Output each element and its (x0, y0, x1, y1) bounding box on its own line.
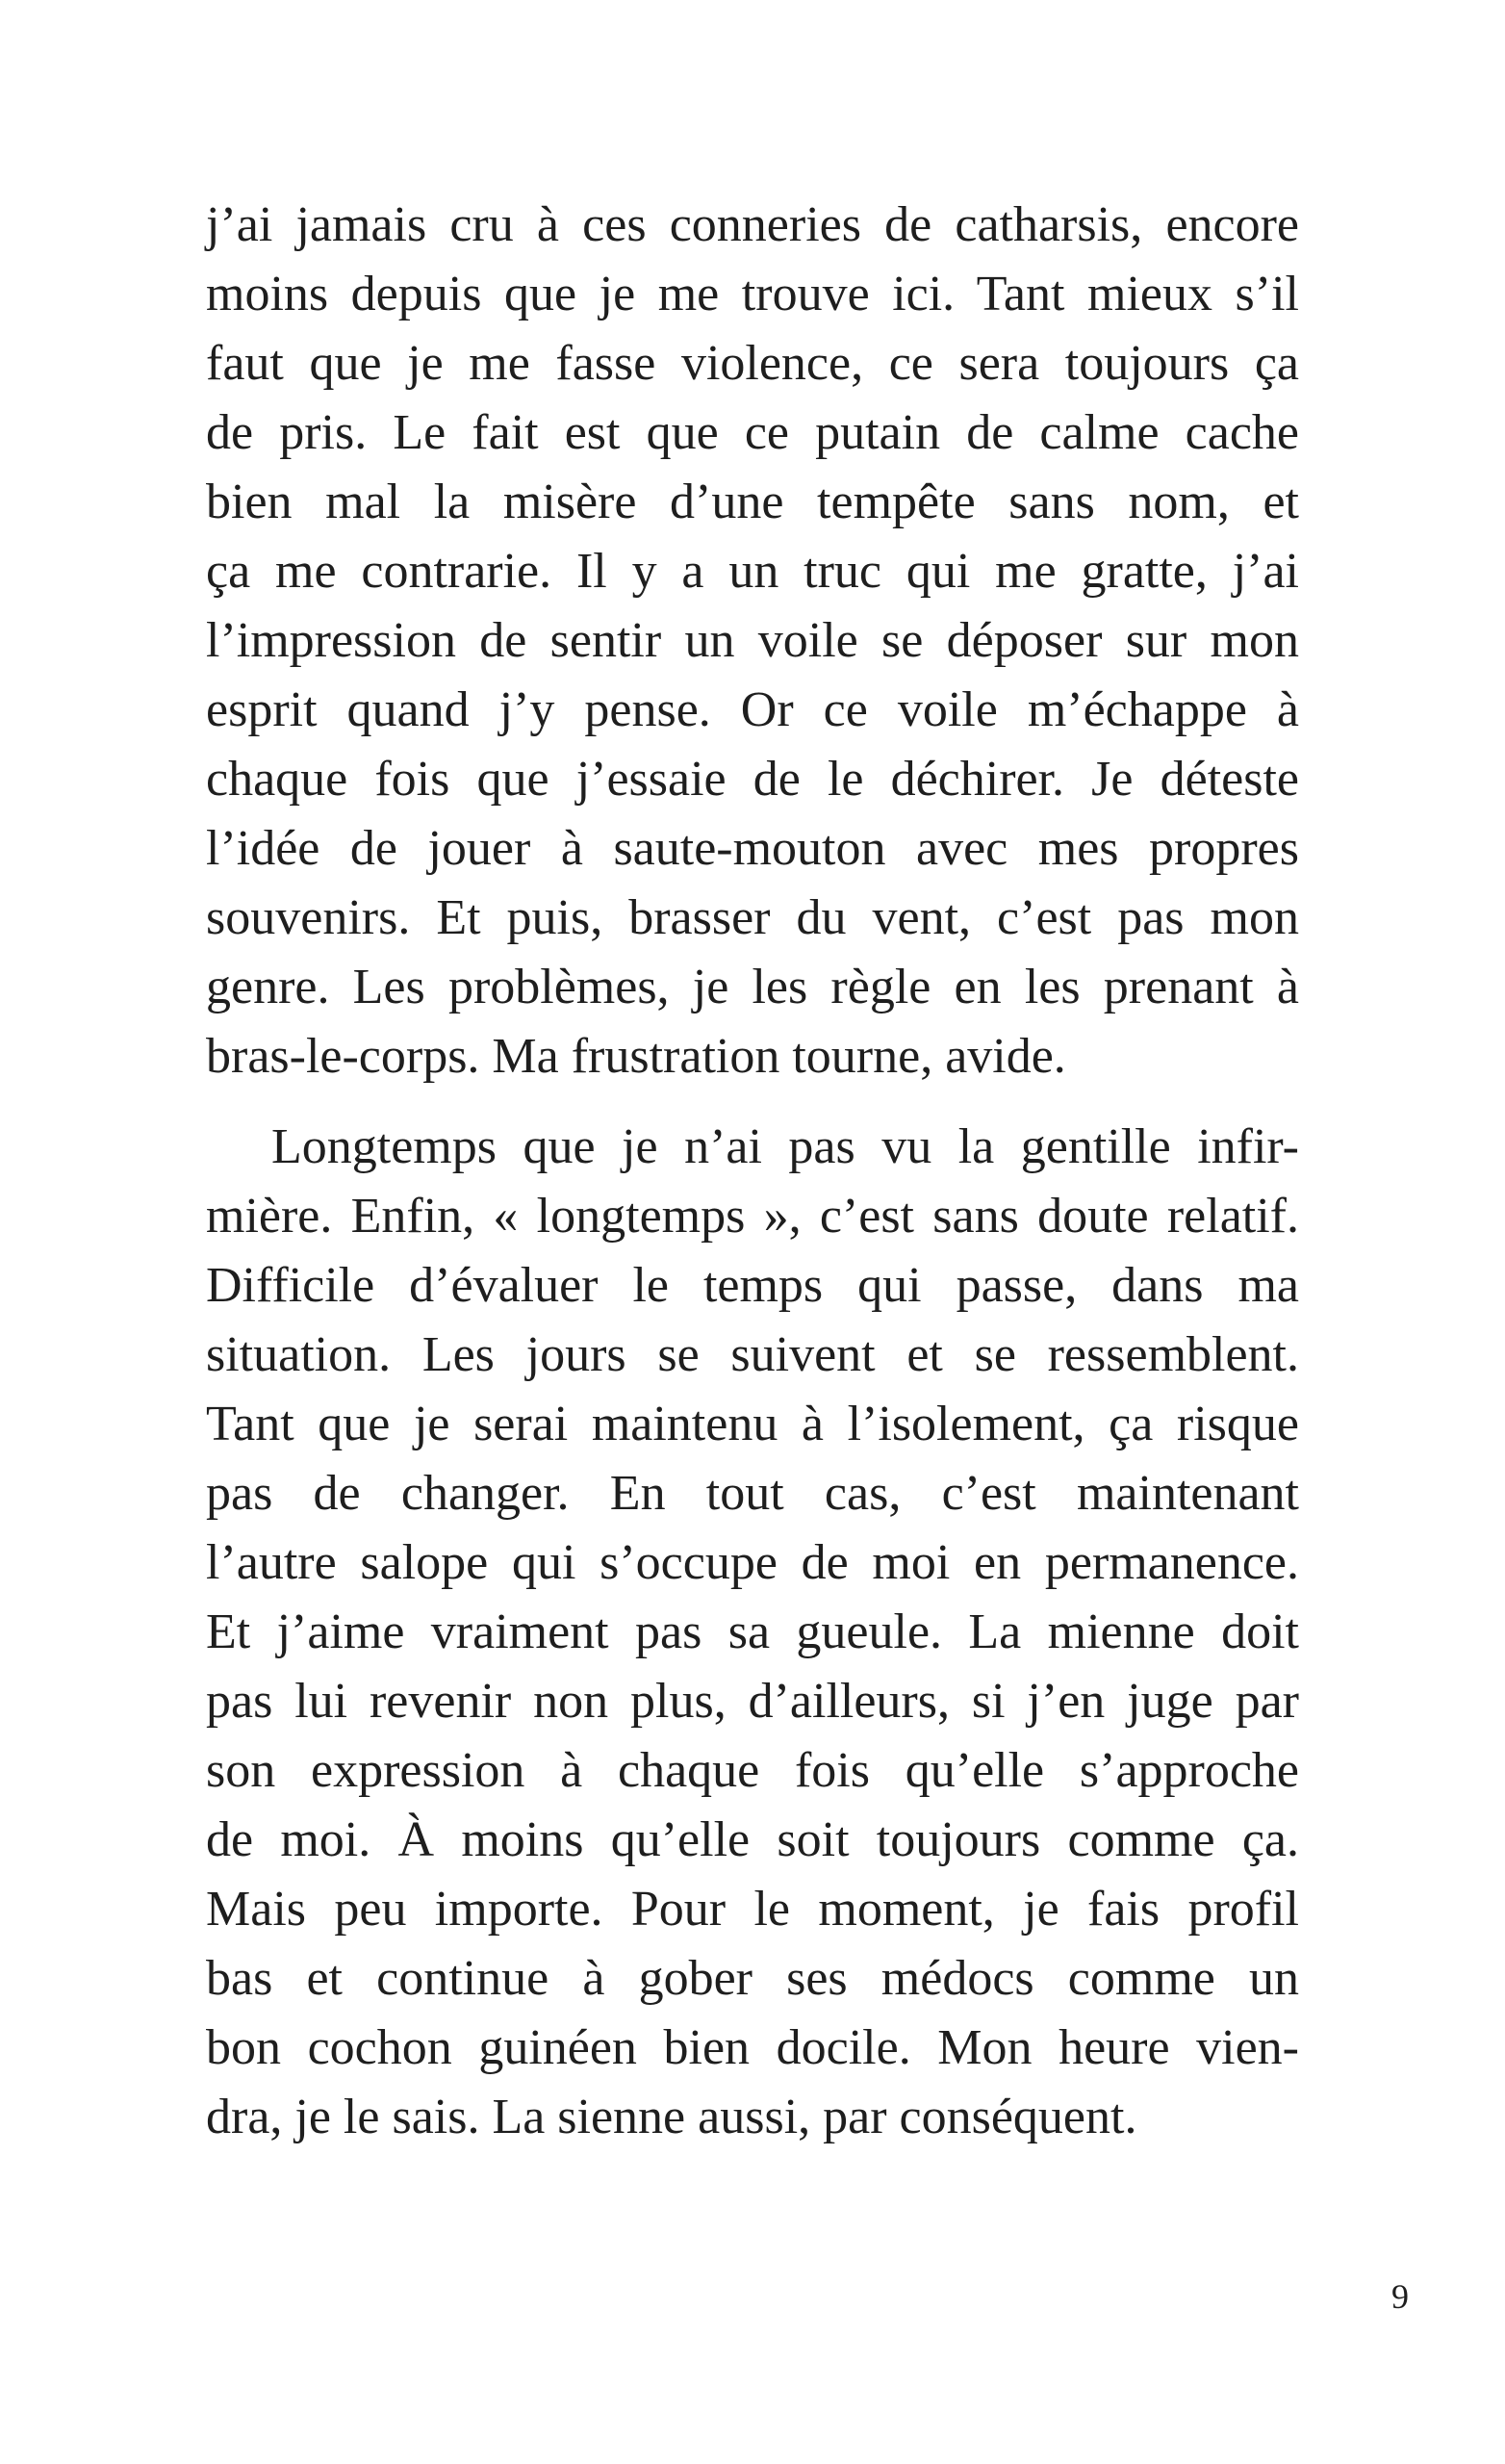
text-line: faut que je me fasse violence, ce sera toujours ça (206, 336, 1299, 391)
text-line: situation. Les jours se suivent et se ressemblent. (206, 1327, 1299, 1382)
text-line: moins depuis que je me trouve ici. Tant mieux s’il (206, 267, 1299, 321)
text-line: Longtemps que je n’ai pas vu la gentille infir- (271, 1119, 1299, 1174)
text-line: Et j’aime vraiment pas sa gueule. La mienne doit (206, 1604, 1299, 1659)
text-line: l’impression de sentir un voile se déposer sur mon (206, 613, 1299, 668)
text-line: l’idée de jouer à saute-mouton avec mes propres (206, 821, 1299, 876)
text-line: chaque fois que j’essaie de le déchirer. Je déteste (206, 752, 1299, 807)
text-line: bien mal la misère d’une tempête sans nom, et (206, 475, 1299, 529)
body-text (206, 191, 1299, 2152)
text-line: mière. Enfin, « longtemps », c’est sans doute relatif. (206, 1189, 1299, 1244)
text-line: bon cochon guinéen bien docile. Mon heure vien- (206, 2020, 1299, 2075)
text-line: de pris. Le fait est que ce putain de calme cache (206, 405, 1299, 460)
text-line: ça me contrarie. Il y a un truc qui me gratte, j’ai (206, 544, 1299, 599)
text-line: Tant que je serai maintenu à l’isolement, ça risque (206, 1397, 1299, 1451)
text-line: Mais peu importe. Pour le moment, je fais profil (206, 1882, 1299, 1937)
text-line: genre. Les problèmes, je les règle en les prenant à (206, 960, 1299, 1014)
text-line: de moi. À moins qu’elle soit toujours comme ça. (206, 1812, 1299, 1867)
text-line: bas et continue à gober ses médocs comme un (206, 1951, 1299, 2006)
page-number: 9 (1391, 2277, 1409, 2316)
paragraph (206, 1113, 1299, 2152)
paragraph (206, 191, 1299, 1091)
text-line: pas lui revenir non plus, d’ailleurs, si j’en juge par (206, 1674, 1299, 1729)
text-line: bras-le-corps. Ma frustration tourne, avide. (206, 1029, 1066, 1084)
text-line: j’ai jamais cru à ces conneries de catharsis, encore (206, 197, 1299, 252)
text-line: esprit quand j’y pense. Or ce voile m’échappe à (206, 682, 1299, 737)
text-line: Difficile d’évaluer le temps qui passe, dans ma (206, 1258, 1299, 1313)
text-line: pas de changer. En tout cas, c’est maintenant (206, 1466, 1299, 1521)
text-line: son expression à chaque fois qu’elle s’approche (206, 1743, 1299, 1798)
text-line: l’autre salope qui s’occupe de moi en permanence. (206, 1535, 1299, 1590)
text-line: dra, je le sais. La sienne aussi, par conséquent. (206, 2090, 1137, 2144)
text-line: souvenirs. Et puis, brasser du vent, c’est pas mon (206, 890, 1299, 945)
